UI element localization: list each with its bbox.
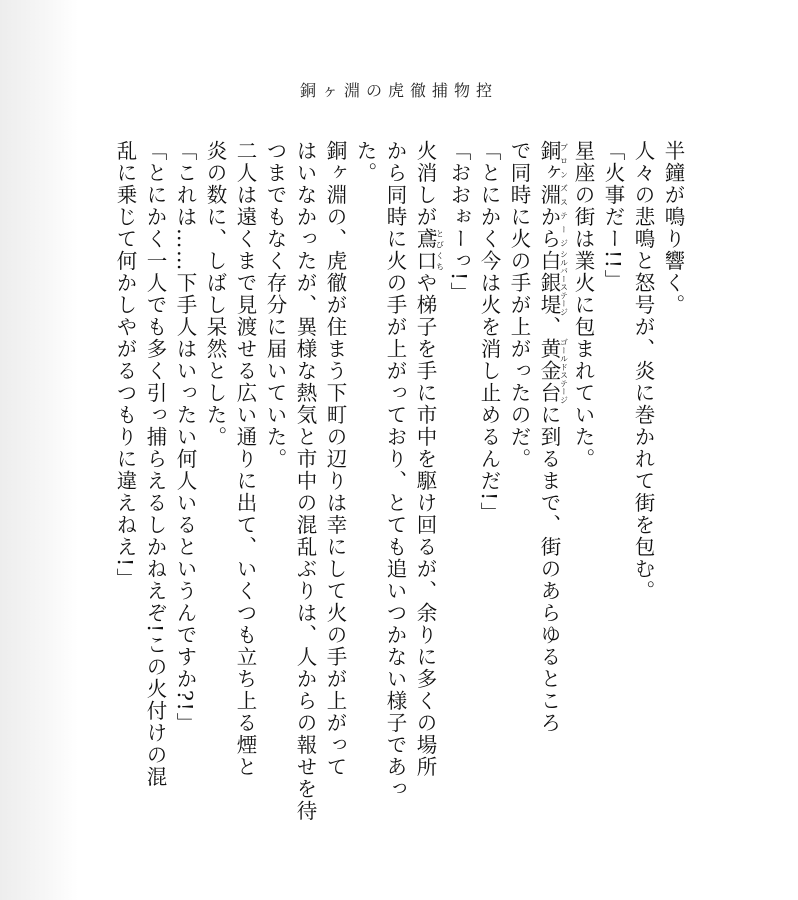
text-line: で同時に火の手が上がったのだ。 <box>507 140 531 470</box>
text-line: 「火事だー!!」 <box>601 140 625 292</box>
ruby-annotation: シルバーステージ <box>559 250 569 316</box>
text-line: 半鐘が鳴り響く。 <box>661 140 685 316</box>
text-line: 二人は遠くまで見渡せる広い通りに出て、いくつも立ち上る煙と <box>233 140 257 778</box>
text-line: はいなかったが、異様な熱気と市中の混乱ぶりは、人からの報せを待 <box>293 140 317 822</box>
text-segment: 、 <box>537 316 561 338</box>
text-line-with-ruby <box>410 140 444 780</box>
text-line: 「おおぉーっ!」 <box>447 140 471 304</box>
text-line: 炎の数に、しばし呆然とした。 <box>203 140 227 448</box>
ruby-annotation: とびくち <box>435 228 445 272</box>
page-gutter-shade <box>0 0 78 900</box>
ruby-base: 黄金台 <box>537 338 561 404</box>
text-segment: や梯子を手に市中を駆け回るが、余りに多くの場所 <box>413 272 437 778</box>
text-line: 「とにかく今は火を消し止めるんだ!」 <box>477 140 501 524</box>
text-line: 「とにかく一人でも多く引っ捕らえるしかねえぞ!この火付けの混 <box>143 140 167 788</box>
text-line: つまでもなく存分に届いていた。 <box>263 140 287 470</box>
ruby-base: 銅ヶ淵から <box>537 140 561 250</box>
text-line: た。 <box>353 140 377 184</box>
text-line: 「これは……下手人はいったい何人いるというんですか?!」 <box>173 140 197 735</box>
text-segment: 火消しが <box>413 140 437 228</box>
text-segment: に到るまで、街のあらゆるところ <box>537 404 561 734</box>
text-line-with-ruby <box>534 140 568 780</box>
text-line: 星座の街は業火に包まれていた。 <box>571 140 595 470</box>
ruby-group <box>537 250 569 316</box>
text-line: から同時に火の手が上がっており、とても追いつかない様子であっ <box>383 140 407 800</box>
ruby-group <box>413 228 445 272</box>
text-line: 銅ヶ淵の、虎徹が住まう下町の辺りは幸にして火の手が上がって <box>323 140 347 778</box>
ruby-group <box>537 140 569 250</box>
ruby-base: 白銀堤 <box>537 250 561 316</box>
vertical-text-block <box>110 140 688 822</box>
text-line: 乱に乗じて何かしやがるつもりに違えねえ!」 <box>113 140 137 590</box>
ruby-annotation: ゴールドステージ <box>559 338 569 404</box>
text-line: 人々の悲鳴と怒号が、炎に巻かれて街を包む。 <box>631 140 655 602</box>
ruby-annotation: ブロンズステージ <box>559 140 569 250</box>
running-head: 銅ヶ淵の虎徹捕物控 <box>299 81 498 100</box>
ruby-base: 鳶口 <box>413 228 437 272</box>
ruby-group <box>537 338 569 404</box>
